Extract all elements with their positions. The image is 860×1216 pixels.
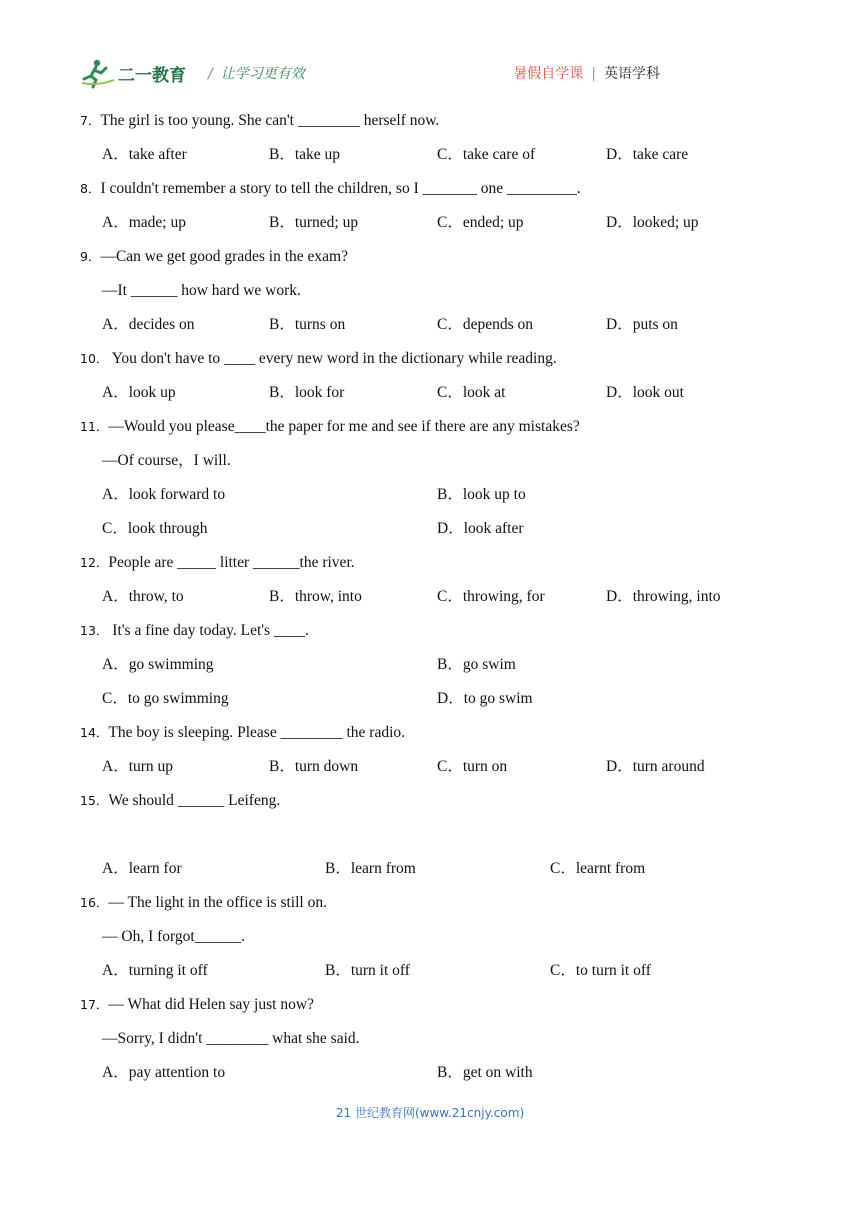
answer-option: A．take after bbox=[102, 146, 187, 163]
answer-option: D．puts on bbox=[606, 316, 678, 333]
question-text: You don't have to ____ every new word in the dictionary while reading. bbox=[108, 350, 557, 367]
runner-logo-icon bbox=[80, 56, 198, 90]
header-separator: | bbox=[591, 66, 596, 82]
question-line bbox=[80, 920, 780, 954]
answer-option: B．get on with bbox=[437, 1064, 533, 1081]
question-text: —Can we get good grades in the exam? bbox=[100, 248, 348, 265]
question-number: 9． bbox=[80, 249, 101, 264]
answer-option: C．to turn it off bbox=[550, 962, 651, 979]
slogan bbox=[208, 63, 305, 83]
question-line bbox=[80, 444, 780, 478]
question-stem bbox=[80, 546, 780, 580]
question-number: 11． bbox=[80, 419, 109, 434]
options-row bbox=[80, 648, 780, 682]
question-stem bbox=[80, 342, 780, 376]
options-row bbox=[80, 1056, 780, 1090]
page-header bbox=[80, 52, 780, 92]
question-text: —Of course，I will. bbox=[102, 452, 231, 469]
options-row bbox=[80, 512, 780, 546]
question-number: 16． bbox=[80, 895, 109, 910]
answer-option: D．throwing, into bbox=[606, 588, 721, 605]
options-row bbox=[80, 954, 780, 988]
answer-option: A．go swimming bbox=[102, 656, 214, 673]
question-number: 7． bbox=[80, 113, 101, 128]
slogan-text: 让学习更有效 bbox=[220, 66, 305, 82]
question-text: It's a fine day today. Let's ____. bbox=[108, 622, 309, 639]
answer-option: D．to go swim bbox=[437, 690, 533, 707]
answer-option: A．turn up bbox=[102, 758, 174, 775]
answer-option: A．made; up bbox=[102, 214, 186, 231]
options-row bbox=[80, 206, 780, 240]
options-row bbox=[80, 580, 780, 614]
question-text: —It ______ how hard we work. bbox=[102, 282, 301, 299]
answer-option: C．ended; up bbox=[437, 214, 524, 231]
question-text: — Oh, I forgot______. bbox=[102, 928, 246, 945]
question-number: 17． bbox=[80, 997, 109, 1012]
answer-option: B．go swim bbox=[437, 656, 516, 673]
question-stem bbox=[80, 614, 780, 648]
options-row bbox=[80, 852, 780, 886]
answer-option: B．turns on bbox=[269, 316, 346, 333]
options-row bbox=[80, 478, 780, 512]
question-number: 10． bbox=[80, 351, 109, 366]
question-number: 12． bbox=[80, 555, 109, 570]
question-number: 8． bbox=[80, 181, 101, 196]
answer-option: B．turn it off bbox=[325, 962, 410, 979]
question-text: The boy is sleeping. Please ________ the radio. bbox=[108, 724, 406, 741]
answer-option: A．learn for bbox=[102, 860, 182, 877]
options-row bbox=[80, 682, 780, 716]
answer-option: B．turned; up bbox=[269, 214, 359, 231]
answer-option: C．take care of bbox=[437, 146, 536, 163]
answer-option: A．throw, to bbox=[102, 588, 184, 605]
question-stem bbox=[80, 784, 780, 818]
answer-option: A．decides on bbox=[102, 316, 195, 333]
options-row bbox=[80, 750, 780, 784]
question-text: —Sorry, I didn't ________ what she said. bbox=[102, 1030, 360, 1047]
answer-option: C．turn on bbox=[437, 758, 508, 775]
course-name: 暑假自学课 bbox=[513, 66, 584, 82]
question-text: —Would you please____the paper for me and see if there are any mistakes? bbox=[108, 418, 580, 435]
answer-option: C．to go swimming bbox=[102, 690, 229, 707]
answer-option: A．turning it off bbox=[102, 962, 208, 979]
answer-option: D．turn around bbox=[606, 758, 705, 775]
question-text: I couldn't remember a story to tell the children, so I _______ one _________. bbox=[100, 180, 581, 197]
answer-option: B．look up to bbox=[437, 486, 526, 503]
answer-option: C．look at bbox=[437, 384, 506, 401]
subject-name: 英语学科 bbox=[604, 66, 660, 82]
question-text: — What did Helen say just now? bbox=[108, 996, 314, 1013]
options-row bbox=[80, 376, 780, 410]
answer-option: D．look out bbox=[606, 384, 684, 401]
question-line bbox=[80, 274, 780, 308]
slogan-slash: / bbox=[208, 66, 213, 82]
question-text: — The light in the office is still on. bbox=[108, 894, 327, 911]
page-footer: 21 世纪教育网(www.21cnjy.com) bbox=[335, 1106, 525, 1120]
answer-option: C．throwing, for bbox=[437, 588, 545, 605]
question-stem bbox=[80, 104, 780, 138]
answer-option: B．throw, into bbox=[269, 588, 362, 605]
answer-option: A．pay attention to bbox=[102, 1064, 226, 1081]
question-stem bbox=[80, 716, 780, 750]
question-stem bbox=[80, 172, 780, 206]
course-label bbox=[513, 63, 660, 83]
question-number: 14． bbox=[80, 725, 109, 740]
answer-option: C．look through bbox=[102, 520, 208, 537]
options-row bbox=[80, 308, 780, 342]
answer-option: C．learnt from bbox=[550, 860, 646, 877]
answer-option: B．turn down bbox=[269, 758, 359, 775]
question-stem bbox=[80, 988, 780, 1022]
question-list bbox=[80, 104, 780, 1090]
answer-option: B．look for bbox=[269, 384, 345, 401]
answer-option: C．depends on bbox=[437, 316, 534, 333]
logo-text: 二一教育 bbox=[118, 66, 186, 86]
answer-option: B．take up bbox=[269, 146, 341, 163]
question-text: The girl is too young. She can't ________ herself now. bbox=[100, 112, 440, 129]
question-number: 13． bbox=[80, 623, 109, 638]
question-stem bbox=[80, 240, 780, 274]
answer-option: A．look up bbox=[102, 384, 176, 401]
answer-option: D．looked; up bbox=[606, 214, 699, 231]
question-text: We should ______ Leifeng. bbox=[108, 792, 281, 809]
answer-option: D．look after bbox=[437, 520, 524, 537]
answer-option: B．learn from bbox=[325, 860, 416, 877]
question-stem bbox=[80, 410, 780, 444]
answer-option: A．look forward to bbox=[102, 486, 226, 503]
question-number: 15． bbox=[80, 793, 109, 808]
question-stem bbox=[80, 886, 780, 920]
options-row bbox=[80, 138, 780, 172]
answer-option: D．take care bbox=[606, 146, 689, 163]
question-line bbox=[80, 1022, 780, 1056]
question-text: People are _____ litter ______the river. bbox=[108, 554, 355, 571]
